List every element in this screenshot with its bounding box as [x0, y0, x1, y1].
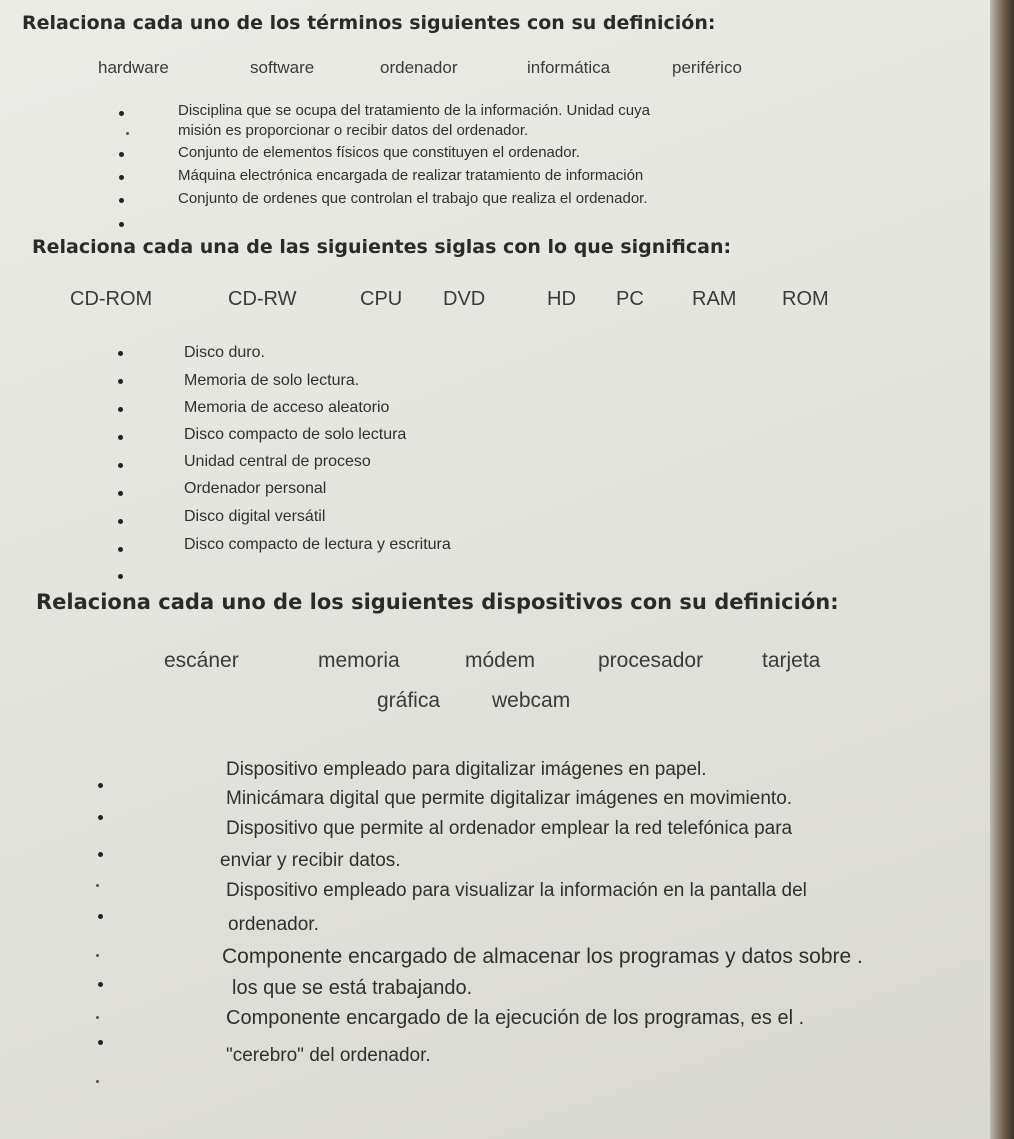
meaning-line: Unidad central de proceso	[184, 453, 371, 470]
bullet	[119, 222, 124, 227]
term: gráfica	[377, 689, 441, 712]
term: ROM	[782, 288, 829, 310]
section1-heading: Relaciona cada uno de los términos siguientes con su definición:	[22, 12, 716, 34]
meaning-line: Disco duro.	[184, 344, 265, 361]
bullet	[98, 982, 103, 987]
bullet	[118, 547, 123, 552]
section3-heading: Relaciona cada uno de los siguientes dispositivos con su definición:	[36, 590, 839, 614]
bullet	[98, 852, 103, 857]
device-definition-line: Componente encargado de almacenar los programas y datos sobre .	[222, 945, 863, 968]
meaning-line: Ordenador personal	[184, 480, 327, 497]
background-edge	[990, 0, 1014, 1139]
bullet	[98, 783, 103, 788]
bullet	[118, 435, 123, 440]
definition-line: Máquina electrónica encargada de realizar tratamiento de información	[178, 167, 644, 184]
bullet	[119, 152, 124, 157]
term: tarjeta	[762, 649, 821, 672]
bullet	[118, 463, 123, 468]
bullet	[126, 132, 129, 135]
definition-line: Conjunto de ordenes que controlan el trabajo que realiza el ordenador.	[178, 190, 648, 207]
definition-line: Disciplina que se ocupa del tratamiento de la información. Unidad cuya	[178, 102, 650, 119]
section2-heading: Relaciona cada una de las siguientes siglas con lo que significan:	[32, 236, 732, 258]
term: webcam	[492, 689, 571, 712]
definition-line: Conjunto de elementos físicos que constituyen el ordenador.	[178, 144, 580, 161]
term: CD-ROM	[70, 288, 153, 310]
term: software	[250, 58, 315, 77]
bullet	[118, 407, 123, 412]
term: hardware	[98, 58, 169, 77]
meaning-line: Memoria de solo lectura.	[184, 372, 360, 389]
device-definition-line: Dispositivo que permite al ordenador emplear la red telefónica para	[226, 818, 793, 839]
meaning-line: Disco digital versátil	[184, 508, 326, 525]
device-definition-line: los que se está trabajando.	[232, 977, 473, 999]
bullet	[118, 491, 123, 496]
bullet	[118, 574, 123, 579]
bullet	[98, 815, 103, 820]
term: periférico	[672, 58, 742, 77]
term: informática	[527, 58, 611, 77]
term: escáner	[164, 649, 239, 672]
term: CPU	[360, 288, 403, 310]
device-definition-line: enviar y recibir datos.	[220, 850, 401, 871]
term: ordenador	[380, 58, 458, 77]
bullet	[96, 884, 99, 887]
bullet	[118, 351, 123, 356]
bullet	[96, 1016, 99, 1019]
bullet	[119, 175, 124, 180]
bullet	[119, 111, 124, 116]
device-definition-line: Dispositivo empleado para visualizar la información en la pantalla del	[226, 880, 807, 901]
term: PC	[616, 288, 644, 310]
definition-line: misión es proporcionar o recibir datos del ordenador.	[178, 122, 529, 139]
meaning-line: Memoria de acceso aleatorio	[184, 399, 390, 416]
bullet	[118, 379, 123, 384]
bullet	[98, 1040, 103, 1045]
bullet	[96, 1080, 99, 1083]
term: memoria	[318, 649, 400, 672]
term: DVD	[443, 288, 486, 310]
bullet	[119, 198, 124, 203]
device-definition-line: ordenador.	[228, 914, 319, 935]
device-definition-line: "cerebro" del ordenador.	[226, 1045, 431, 1066]
device-definition-line: Dispositivo empleado para digitalizar imágenes en papel.	[226, 759, 707, 780]
device-definition-line: Componente encargado de la ejecución de los programas, es el .	[226, 1007, 805, 1029]
term: procesador	[598, 649, 704, 672]
meaning-line: Disco compacto de lectura y escritura	[184, 536, 451, 553]
term: módem	[465, 649, 536, 672]
bullet	[118, 519, 123, 524]
term: CD-RW	[228, 288, 297, 310]
bullet	[96, 954, 99, 957]
device-definition-line: Minicámara digital que permite digitalizar imágenes en movimiento.	[226, 788, 793, 809]
bullet	[98, 914, 103, 919]
term: RAM	[692, 288, 737, 310]
term: HD	[547, 288, 576, 310]
meaning-line: Disco compacto de solo lectura	[184, 426, 407, 443]
